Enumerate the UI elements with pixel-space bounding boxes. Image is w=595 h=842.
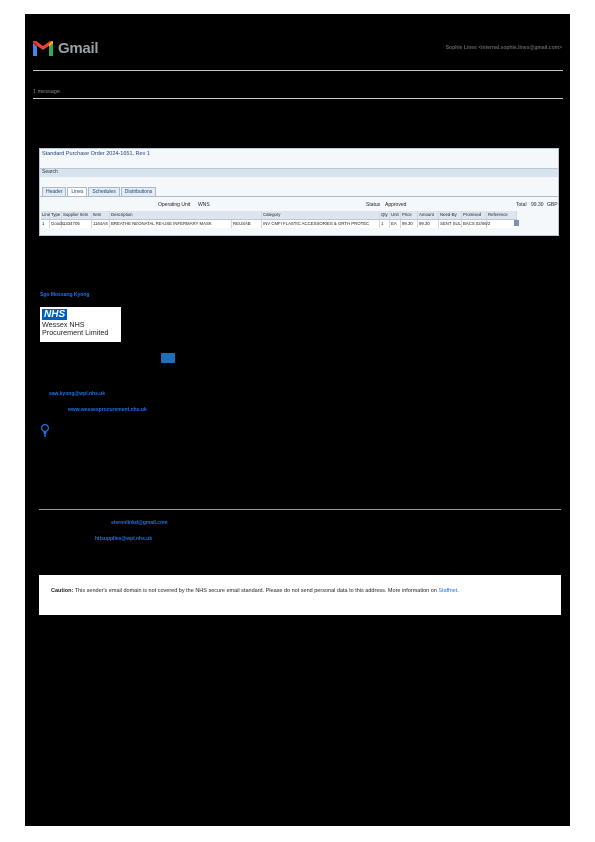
po-operating-unit-label: Operating Unit (158, 202, 191, 208)
staffnet-link[interactable]: Staffnet (438, 588, 458, 594)
teams-icon[interactable] (161, 353, 175, 363)
org-name-line1: Wessex NHS (42, 320, 85, 329)
col-reference: Reference (487, 211, 517, 219)
po-search-label: Search (42, 169, 58, 175)
po-total: 99.30 (531, 202, 544, 208)
cell-price: 99.30 (401, 220, 418, 228)
po-title: Standard Purchase Order 2024-1651, Rev 1 (42, 151, 150, 157)
gmail-m-icon (33, 41, 53, 56)
caution-banner (39, 575, 561, 615)
cell-description-code: REUSAB (232, 220, 262, 228)
signature-website-link[interactable]: www.wessexprocurement.nhs.uk (68, 407, 147, 413)
col-supplier-item: Supplier Item (62, 211, 92, 219)
cell-item: 1164AS (92, 220, 110, 228)
caution-label: Caution: (51, 588, 74, 594)
po-operating-unit: WNS (198, 202, 210, 208)
po-search-bar[interactable] (40, 168, 558, 177)
col-line: Line (42, 212, 51, 217)
po-tab-underline (40, 196, 558, 197)
po-tab-schedules[interactable]: Schedules (88, 187, 119, 196)
caution-text: This sender's email domain is not covered by the NHS secure email standard. Please do not send personal data to this address. More information on (73, 588, 439, 594)
cell-type: Goods (51, 221, 64, 226)
po-tab-distributions[interactable]: Distributions (121, 187, 157, 196)
signature-email-link[interactable]: saw.kyong@wpl.nhs.uk (49, 391, 106, 397)
col-description: Description (110, 211, 262, 219)
email-page (25, 14, 570, 826)
po-total-label: Total (516, 202, 527, 208)
cell-amount: 99.30 (418, 220, 439, 228)
po-lines-grid (41, 211, 517, 228)
col-need-by: Need-By (439, 211, 462, 219)
header-divider (33, 70, 563, 71)
signature-name: Sgo Mossang Kyong (40, 292, 90, 298)
attachment-icon[interactable] (514, 220, 519, 226)
cell-promised: BACS 02/06/2 (463, 221, 491, 226)
thread-divider (33, 98, 563, 99)
po-tab-strip (42, 187, 157, 196)
po-grid-header (41, 211, 517, 220)
lightbulb-icon (41, 424, 49, 438)
po-status-label: Status (366, 202, 381, 208)
cell-qty: 1 (380, 220, 390, 228)
col-category: Category (262, 211, 380, 219)
cell-unit: EA (390, 220, 401, 228)
col-item: Item (92, 211, 110, 219)
message-count: 1 message (33, 89, 60, 95)
po-status: Approved (385, 202, 407, 208)
col-unit: Unit (390, 211, 401, 219)
nhs-badge: NHS (44, 309, 66, 320)
forward-divider (39, 509, 561, 510)
table-row[interactable] (41, 220, 517, 228)
cell-description: BREATHE NEONATAL RE-USE INFERMARY MASK (110, 220, 232, 228)
col-amount: Amount (418, 211, 439, 219)
forward-email-a-link[interactable]: steronlinkd@gmail.com (111, 520, 168, 526)
col-type: Type (51, 212, 61, 217)
gmail-logo (33, 40, 98, 57)
cell-category: INV CMFI FLASTIC ACCESSORIES & ORTH PROTEC (262, 220, 380, 228)
cell-supplier-item: 1334705 (62, 220, 92, 228)
sender-address: Sophie Lines <internal.sophie.lines@gmail.com> (445, 45, 562, 51)
forward-email-b-link[interactable]: hitsupplies@wpl.nhs.uk (95, 536, 153, 542)
gmail-wordmark: Gmail (58, 40, 99, 57)
col-qty: Qty (380, 211, 390, 219)
nhs-logo (40, 307, 121, 342)
purchase-order-screenshot (39, 148, 559, 236)
po-tab-header[interactable]: Header (42, 187, 66, 196)
col-promised: Promised (462, 211, 487, 219)
org-name-line2: Procurement Limited (42, 328, 109, 337)
cell-need-by: SENT SUL (440, 221, 461, 226)
cell-line: 1 (41, 220, 50, 228)
po-currency: GBP (547, 202, 558, 208)
col-price: Price (401, 211, 418, 219)
caution-end: . (457, 588, 459, 594)
po-tab-lines[interactable]: Lines (67, 187, 87, 196)
